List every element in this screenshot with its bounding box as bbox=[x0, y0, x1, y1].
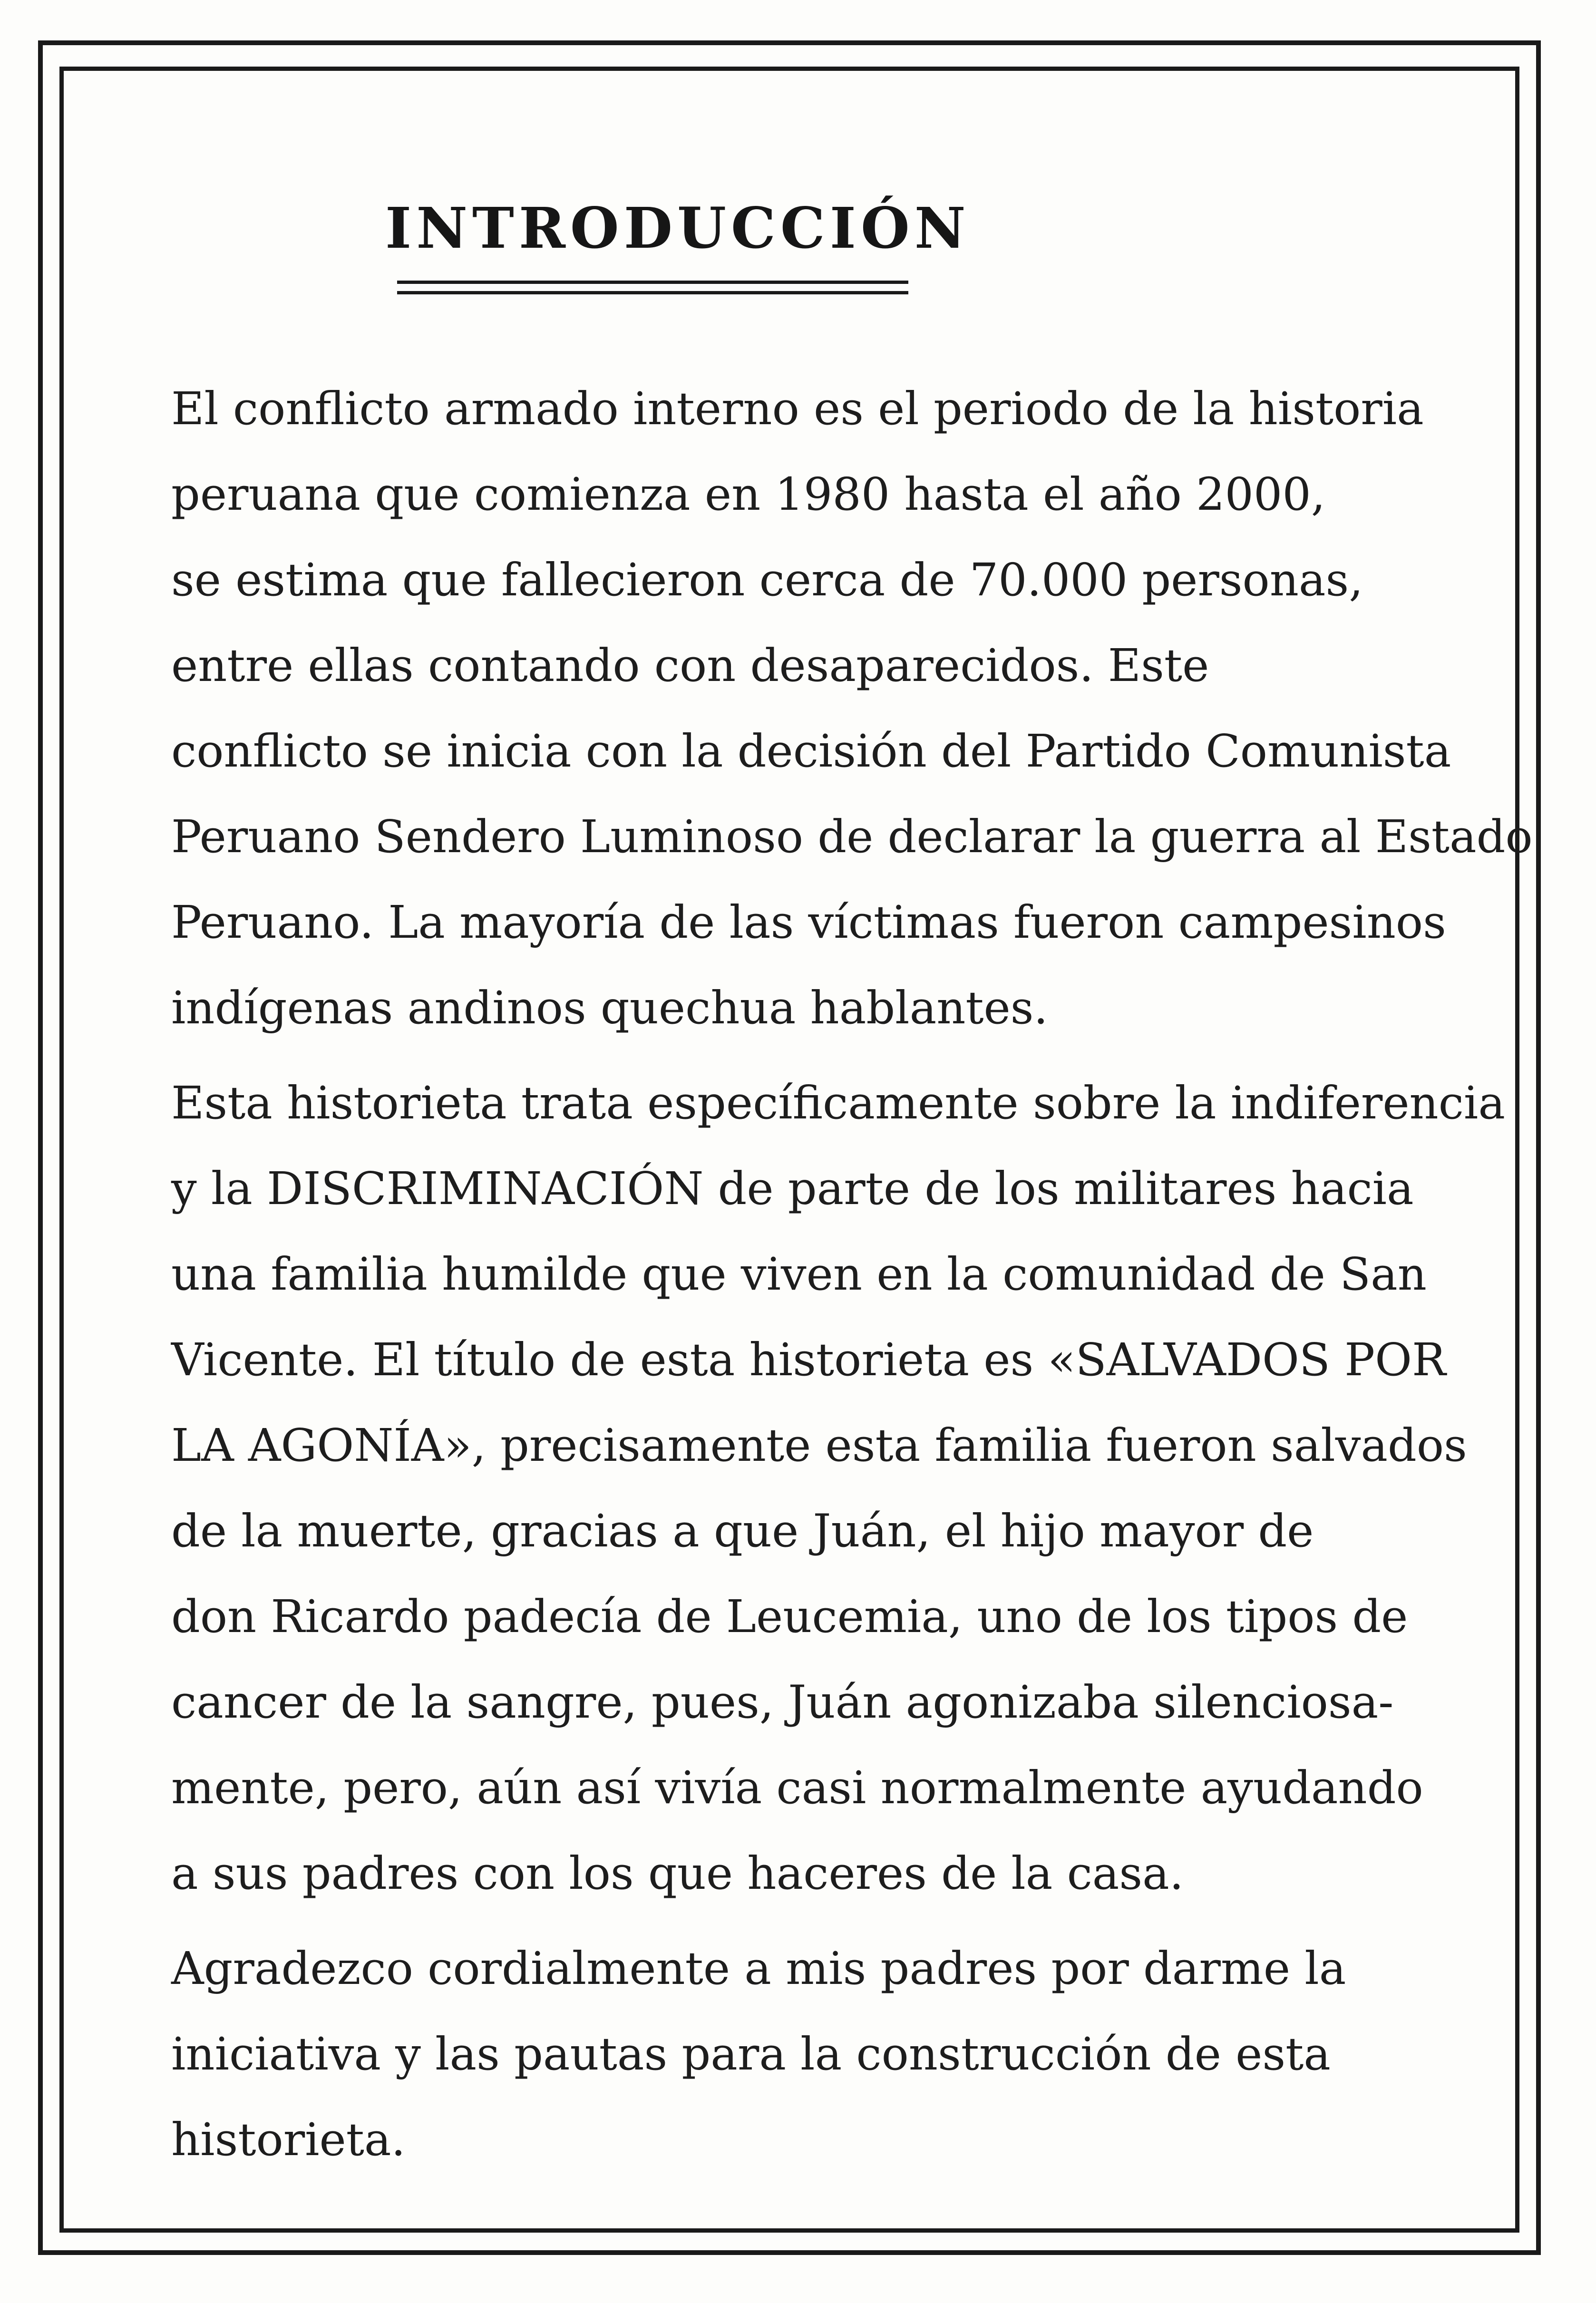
text-line: LA AGONÍA», precisamente esta familia fueron salvados bbox=[171, 1419, 1467, 1472]
text-line: y la DISCRIMINACIÓN de parte de los militares hacia bbox=[171, 1163, 1414, 1215]
text-line: Agradezco cordialmente a mis padres por darme la bbox=[171, 1943, 1346, 1995]
text-line: Peruano. La mayoría de las víctimas fueron campesinos bbox=[171, 896, 1446, 949]
text-line: iniciativa y las pautas para la construcción de esta bbox=[171, 2028, 1331, 2080]
text-line: a sus padres con los que haceres de la casa. bbox=[171, 1847, 1184, 1900]
text-line: conflicto se inicia con la decisión del Partido Comunista bbox=[171, 725, 1451, 777]
body-text bbox=[171, 366, 1533, 2183]
text-line: entre ellas contando con desaparecidos. Este bbox=[171, 640, 1209, 692]
paragraph-2 bbox=[171, 1060, 1505, 1916]
text-line: historieta. bbox=[171, 2114, 406, 2166]
text-line: Peruano Sendero Luminoso de declarar la guerra al Estado bbox=[171, 811, 1533, 863]
text-line: peruana que comienza en 1980 hasta el año 2000, bbox=[171, 468, 1325, 521]
text-line: una familia humilde que viven en la comunidad de San bbox=[171, 1248, 1427, 1301]
text-line: mente, pero, aún así vivía casi normalmente ayudando bbox=[171, 1762, 1423, 1814]
text-line: El conflicto armado interno es el periodo de la historia bbox=[171, 383, 1424, 435]
page-title: INTRODUCCIÓN bbox=[385, 195, 971, 261]
text-line: indígenas andinos quechua hablantes. bbox=[171, 982, 1048, 1034]
text-line: se estima que fallecieron cerca de 70.000 personas, bbox=[171, 554, 1363, 606]
text-line: de la muerte, gracias a que Juán, el hijo mayor de bbox=[171, 1505, 1314, 1557]
text-line: Esta historieta trata específicamente sobre la indiferencia bbox=[171, 1077, 1505, 1129]
text-line: cancer de la sangre, pues, Juán agonizaba silenciosa- bbox=[171, 1676, 1394, 1729]
text-line: Vicente. El título de esta historieta es «SALVADOS POR bbox=[171, 1334, 1446, 1386]
title-underline-bottom bbox=[397, 291, 908, 294]
paragraph-3 bbox=[171, 1926, 1484, 2183]
paragraph-1 bbox=[171, 366, 1533, 1051]
title-underline-top bbox=[397, 281, 908, 284]
text-line: don Ricardo padecía de Leucemia, uno de los tipos de bbox=[171, 1591, 1408, 1643]
